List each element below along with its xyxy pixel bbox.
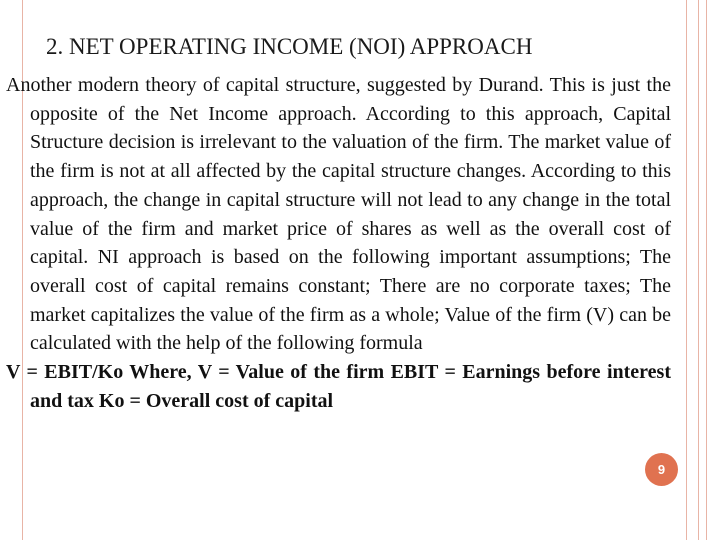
right-border-rule — [686, 0, 687, 540]
body-paragraph-formula: V = EBIT/Ko Where, V = Value of the firm EBIT = Earnings before interest and tax Ko = Overall cost of capital — [6, 361, 671, 412]
slide-body — [6, 71, 671, 415]
right-border-rule — [706, 0, 707, 540]
page-number-badge: 9 — [645, 453, 678, 486]
body-paragraph-theory: Another modern theory of capital structure, suggested by Durand. This is just the opposite of the Net Income approach. According to this approach, Capital Structure decision is irrelevant to the valuation of the firm. The market value of the firm is not at all affected by the capital structure changes. According to this approach, the change in capital structure will not lead to any change in the total value of the firm and market price of shares as well as the overall cost of capital. NI approach is based on the following important assumptions; The overall cost of capital remains constant; There are no corporate taxes; The market capitalizes the value of the firm as a whole; Value of the firm (V) can be calculated with the help of the following formula — [6, 74, 671, 355]
right-border-rule — [698, 0, 699, 540]
slide-title: 2. NET OPERATING INCOME (NOI) APPROACH — [46, 34, 533, 59]
